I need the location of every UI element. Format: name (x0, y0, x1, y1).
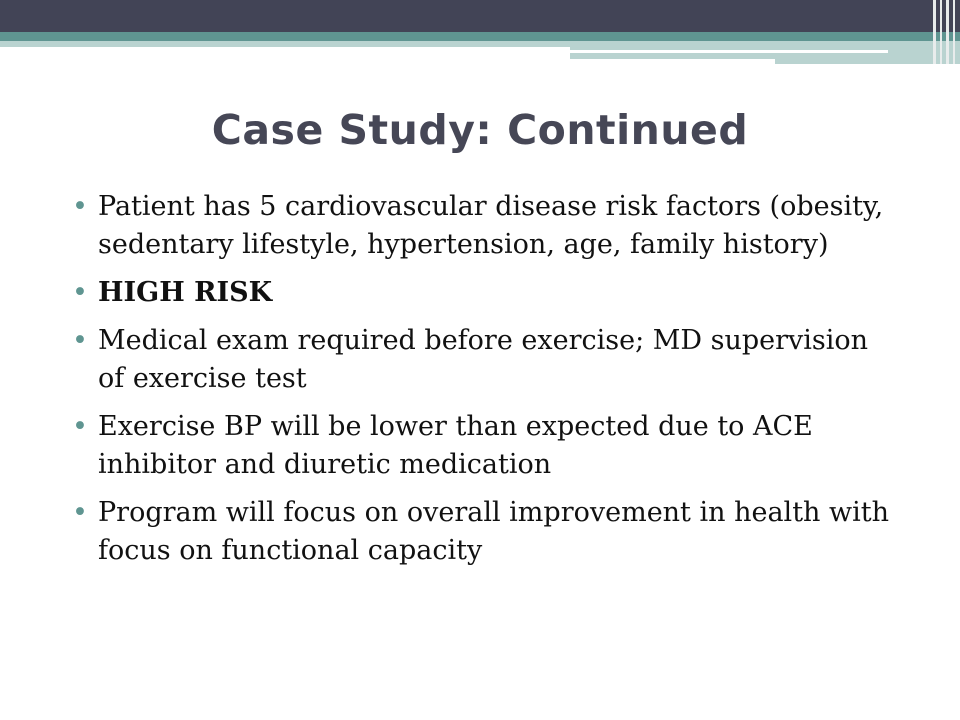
bullet-text: Exercise BP will be lower than expected due to ACE inhibitor and diuretic medication (98, 411, 813, 480)
header-white-line (570, 50, 888, 53)
bullet-dot-icon: • (72, 277, 88, 308)
header-white-line (570, 59, 775, 64)
bullet-text: HIGH RISK (98, 277, 273, 308)
corner-bar (940, 0, 942, 64)
bullet-item (72, 188, 892, 264)
bullet-text: Program will focus on overall improvement in health with focus on functional capacity (98, 497, 890, 566)
header-light-band (0, 41, 570, 47)
corner-bar (933, 0, 936, 64)
bullet-dot-icon: • (72, 497, 88, 528)
corner-bar (946, 0, 949, 64)
bullet-text: Medical exam required before exercise; MD supervision of exercise test (98, 325, 869, 394)
slide-title: Case Study: Continued (211, 106, 749, 154)
bullet-list (72, 188, 892, 580)
bullet-item (72, 494, 892, 570)
corner-bar (953, 0, 955, 64)
bullet-item (72, 408, 892, 484)
header-corner-bars (930, 0, 960, 64)
bullet-text: Patient has 5 cardiovascular disease risk factors (obesity, sedentary lifestyle, hypertension, age, family history) (98, 191, 884, 260)
header-teal-band (0, 32, 960, 41)
bullet-item (72, 322, 892, 398)
bullet-dot-icon: • (72, 325, 88, 356)
header-dark-bar (0, 0, 960, 32)
bullet-dot-icon: • (72, 411, 88, 442)
bullet-dot-icon: • (72, 191, 88, 222)
bullet-item (72, 274, 892, 312)
